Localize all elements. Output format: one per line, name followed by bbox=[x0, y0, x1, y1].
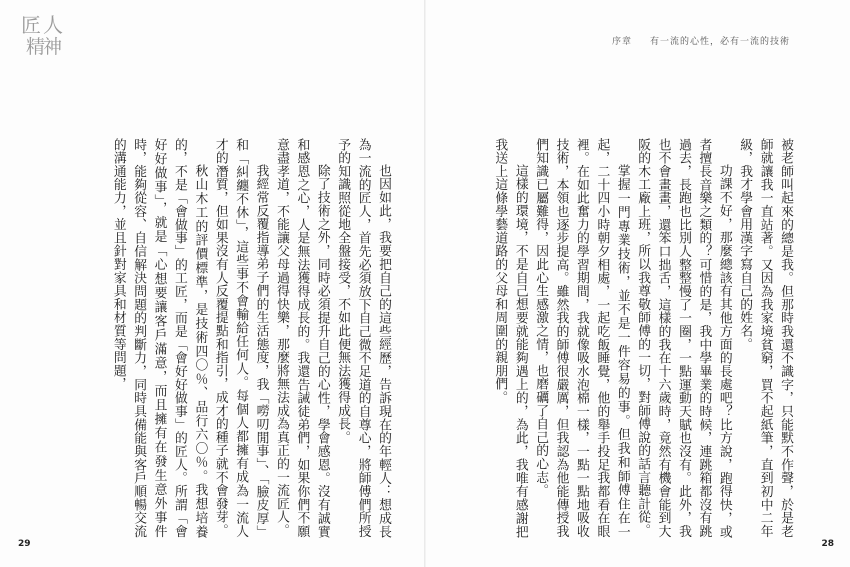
logo-line-1: 匠人 bbox=[21, 13, 65, 37]
right-page-number: 28 bbox=[821, 539, 834, 549]
left-page-text bbox=[68, 138, 393, 538]
left-page-number: 29 bbox=[18, 539, 31, 549]
book-logo bbox=[20, 14, 66, 76]
right-page-text bbox=[480, 138, 795, 538]
right-paragraph-2: 功課不好，那麼總該有其他方面的長處吧？比方說，跑得快，或者擅長音樂之類的？可惜的是，我中學畢業的時候，連跳箱都沒有跳過去，長跑也比別人整整慢了一圈，一點運動天賦也沒有。此外，我也不會畫畫，還笨口拙舌，這樣的我在十六歲時，竟然有機會能到大阪的木工廠上班，所以我尊敬師傅的一切，對師傅說的話言聽計從。 bbox=[635, 138, 732, 538]
left-paragraph-2: 除了技術之外，同時必須提升自己的心性，學會感恩。沒有誠實和感恩之心，人是無法獲得成長的。我還告誡徒弟們，如果你們不願意盡孝道，不能讓父母過得快樂，那麼將無法成為真正的一流匠人。 bbox=[273, 138, 330, 538]
logo-line-2: 精神 bbox=[25, 36, 60, 58]
left-paragraph-4: 秋山木工的評價標準，是技術四〇％、品行六〇％。我想培養的，不是「會做事」的工匠，而是「會好好做事」的匠人。所謂「會好好做事」，就是「心想要讓客戶滿意，而且擁有在發生意外事件時，能夠從容、自信解決問題的判斷力，同時具備能與客戶順暢交流的溝通能力，並且針對家具和材質等問題， bbox=[110, 138, 208, 538]
right-paragraph-4: 這樣的環境，不是自己想要就能夠遇上的，為此，我唯有感謝把我送上這條學藝道路的父母和周圍的親朋們。 bbox=[492, 138, 528, 538]
header-title: 有一流的心性，必有一流的技術 bbox=[649, 37, 790, 47]
right-paragraph-1: 被老師叫起來的總是我。但那時我還不識字，只能默不作聲，於是老師就讓我一直站著。又因為我家境貧窮，買不起紙筆，直到初中二年級，我才學會用漢字寫自己的姓名。 bbox=[737, 138, 793, 538]
right-paragraph-3: 掌握一門專業技術，並不是一件容易的事。但我和師傅住在一起，二十四小時朝夕相處，一起吃飯睡覺，他的舉手投足我都看在眼裡。在如此奮力的學習期間，我就像吸水泡棉一樣，一點一點地吸收技術，本領也逐步提高。雖然我的師傅很嚴厲，但我認為他能傳授我們知識已屬難得，因此心生感激之情，也磨礪了自己的心志。 bbox=[533, 138, 630, 538]
left-paragraph-3: 我經常反覆指導弟子們的生活態度，我「嘮叨閒事」、「臉皮厚」和「糾纏不休」，這些事不會輸給任何人。每個人都擁有成為一流人才的潛質，但如果沒有人反覆提點和指引，成才的種子就不會發芽。 bbox=[212, 138, 269, 538]
left-paragraph-1: 也因如此，我要把自己的這些經歷，告訴現在的年輕人：想成長為一流的匠人，首先必須放下自己微不足道的自尊心，將師傅們所授予的知識照從地全盤接受，不如此便無法獲得成長。 bbox=[335, 138, 391, 538]
header-section: 序章 bbox=[611, 37, 632, 47]
running-header bbox=[612, 34, 790, 47]
book-gutter bbox=[424, 0, 426, 567]
